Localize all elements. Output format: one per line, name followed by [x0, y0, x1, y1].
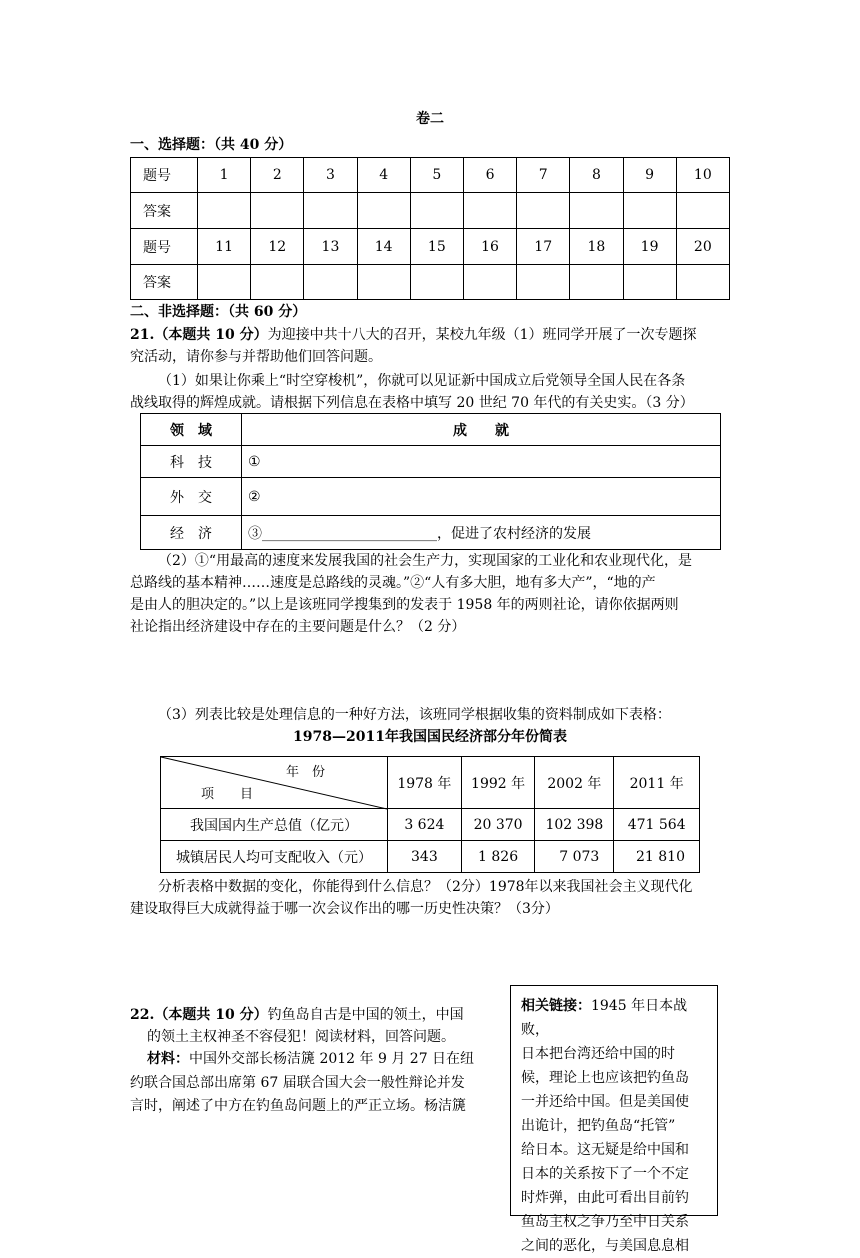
- row-label-income: 城镇居民人均可支配收入（元）: [161, 841, 388, 873]
- sidebar-line: 日本的关系按下了一个不定: [521, 1166, 689, 1182]
- diagonal-line: [161, 757, 387, 809]
- diag-top-label: 年 份: [286, 765, 326, 780]
- q21-intro: [130, 324, 730, 346]
- answer-table: [130, 157, 730, 300]
- year-header: 2011 年: [614, 757, 700, 809]
- q21-part2-line1: （2）①“用最高的速度来发展我国的社会生产力，实现国家的工业化和农业现代化，是: [158, 553, 693, 569]
- q21-part3-line2: 分析表格中数据的变化，你能得到什么信息？（2分）1978年以来我国社会主义现代化: [158, 879, 693, 895]
- answer-blank[interactable]: [676, 193, 729, 229]
- answer-blank[interactable]: [517, 193, 570, 229]
- qnum-cell: 6: [463, 158, 516, 193]
- label-answer: 答案: [131, 193, 198, 229]
- sidebar-line: 鱼岛主权之争乃至中日关系: [521, 1214, 689, 1230]
- gdp-value: 471 564: [614, 809, 700, 841]
- field-economy: 经 济: [141, 516, 242, 550]
- col-achievement-header: 成 就: [242, 414, 721, 446]
- qnum-cell: 2: [251, 158, 304, 193]
- sidebar-line: 给日本。这无疑是给中国和: [521, 1142, 689, 1158]
- answer-slot-1[interactable]: ①: [242, 446, 721, 478]
- q21-part2-line2: 总路线的基本精神……速度是总路线的灵魂。”②“人有多大胆，地有多大产”，“地的产: [130, 575, 656, 591]
- sidebar-line: 日本把台湾还给中国的时: [521, 1046, 675, 1062]
- year-header: 1978 年: [388, 757, 462, 809]
- qnum-cell: 4: [357, 158, 410, 193]
- qnum-cell: 12: [251, 229, 304, 265]
- answer-blank[interactable]: [517, 265, 570, 300]
- q21-part3-line3: 建设取得巨大成就得益于哪一次会议作出的哪一历史性决策？（3分）: [130, 901, 559, 917]
- sidebar-line: 一并还给中国。但是美国使: [521, 1094, 689, 1110]
- q22-material-line: [147, 1048, 474, 1070]
- qnum-cell: 11: [198, 229, 251, 265]
- answer-slot-3[interactable]: ③_________________________，促进了农村经济的发展: [242, 516, 721, 550]
- q21-part1-line2: 战线取得的辉煌成就。请根据下列信息在表格中填写 20 世纪 70 年代的有关史实。（3 分）: [130, 395, 694, 411]
- qnum-cell: 7: [517, 158, 570, 193]
- q22-number: 22.: [130, 1007, 155, 1023]
- row-label-gdp: 我国国内生产总值（亿元）: [161, 809, 388, 841]
- year-header: 2002 年: [535, 757, 614, 809]
- label-question-number: 题号: [131, 158, 198, 193]
- related-link-box: [510, 985, 718, 1254]
- answer-blank[interactable]: [198, 193, 251, 229]
- answer-blank[interactable]: [570, 193, 623, 229]
- sidebar-line: 之间的恶化，与美国息息相: [521, 1238, 689, 1254]
- qnum-cell: 20: [676, 229, 729, 265]
- sidebar-line: 出诡计，把钓鱼岛“托管”: [521, 1118, 676, 1134]
- answer-blank[interactable]: [463, 265, 516, 300]
- field-science: 科 技: [141, 446, 242, 478]
- answer-blank[interactable]: [357, 193, 410, 229]
- sidebar-line: 时炸弹，由此可看出目前钓: [521, 1190, 689, 1206]
- related-link-label: 相关链接：: [521, 998, 591, 1014]
- q21-number: 21.: [130, 327, 155, 343]
- col-field-header: 领 域: [141, 414, 242, 446]
- qnum-cell: 14: [357, 229, 410, 265]
- q21-intro-line2: 究活动，请你参与并帮助他们回答问题。: [130, 349, 382, 365]
- field-diplomacy: 外 交: [141, 478, 242, 516]
- table-caption: 1978—2011年我国国民经济部分年份简表: [293, 729, 567, 745]
- answer-blank[interactable]: [676, 265, 729, 300]
- section1-heading: 一、选择题：（共 40 分）: [130, 137, 293, 153]
- gdp-value: 20 370: [461, 809, 535, 841]
- q22-text: 钓鱼岛自古是中国的领土，中国: [267, 1007, 464, 1023]
- income-value: 343: [388, 841, 462, 873]
- q21-part1-line1: （1）如果让你乘上“时空穿梭机”，你就可以见证新中国成立后党领导全国人民在各条: [158, 373, 686, 389]
- income-value: 7 073: [535, 841, 614, 873]
- qnum-cell: 9: [623, 158, 676, 193]
- answer-blank[interactable]: [198, 265, 251, 300]
- answer-blank[interactable]: [304, 193, 357, 229]
- q22-line2: 的领土主权神圣不容侵犯！阅读材料，回答问题。: [147, 1029, 455, 1045]
- qnum-cell: 18: [570, 229, 623, 265]
- qnum-cell: 13: [304, 229, 357, 265]
- q21-points: （本题共 10 分）: [154, 327, 268, 343]
- year-header: 1992 年: [461, 757, 535, 809]
- gdp-value: 102 398: [535, 809, 614, 841]
- qnum-cell: 16: [463, 229, 516, 265]
- q21-intro-text: 为迎接中共十八大的召开，某校九年级（1）班同学开展了一次专题探: [267, 327, 697, 343]
- answer-blank[interactable]: [623, 265, 676, 300]
- page-title: 卷二: [416, 111, 444, 127]
- gdp-value: 3 624: [388, 809, 462, 841]
- q21-part2-line4: 社论指出经济建设中存在的主要问题是什么？（2 分）: [130, 619, 466, 635]
- q22-points: （本题共 10 分）: [154, 1007, 268, 1023]
- section2-heading: 二、非选择题：（共 60 分）: [130, 304, 307, 320]
- qnum-cell: 10: [676, 158, 729, 193]
- q22-line5: 言时，阐述了中方在钓鱼岛问题上的严正立场。杨洁篪: [130, 1098, 466, 1114]
- answer-blank[interactable]: [463, 193, 516, 229]
- qnum-cell: 15: [410, 229, 463, 265]
- answer-blank[interactable]: [304, 265, 357, 300]
- answer-blank[interactable]: [570, 265, 623, 300]
- qnum-cell: 19: [623, 229, 676, 265]
- material-label: 材料：: [147, 1051, 189, 1067]
- answer-slot-2[interactable]: ②: [242, 478, 721, 516]
- qnum-cell: 1: [198, 158, 251, 193]
- income-value: 21 810: [614, 841, 700, 873]
- answer-blank[interactable]: [251, 193, 304, 229]
- income-value: 1 826: [461, 841, 535, 873]
- material-text: 中国外交部长杨洁篪 2012 年 9 月 27 日在纽: [189, 1051, 475, 1067]
- q21-part3-line1: （3）列表比较是处理信息的一种好方法，该班同学根据收集的资料制成如下表格：: [158, 707, 671, 723]
- qnum-cell: 8: [570, 158, 623, 193]
- sidebar-line: 候，理论上也应该把钓鱼岛: [521, 1070, 689, 1086]
- answer-blank[interactable]: [410, 193, 463, 229]
- q22-line1: [130, 1004, 464, 1026]
- qnum-cell: 5: [410, 158, 463, 193]
- achievement-table: [140, 413, 721, 550]
- q22-line4: 约联合国总部出席第 67 届联合国大会一般性辩论并发: [130, 1075, 465, 1091]
- diagonal-header-cell: [161, 757, 388, 809]
- economy-table: [160, 756, 700, 873]
- answer-blank[interactable]: [357, 265, 410, 300]
- qnum-cell: 17: [517, 229, 570, 265]
- answer-blank[interactable]: [251, 265, 304, 300]
- label-question-number: 题号: [131, 229, 198, 265]
- qnum-cell: 3: [304, 158, 357, 193]
- answer-blank[interactable]: [623, 193, 676, 229]
- answer-blank[interactable]: [410, 265, 463, 300]
- diag-bottom-label: 项 目: [201, 787, 254, 802]
- label-answer: 答案: [131, 265, 198, 300]
- sidebar-line: 1945 年日本战败，: [521, 998, 688, 1038]
- q21-part2-line3: 是由人的胆决定的。”以上是该班同学搜集到的发表于 1958 年的两则社论，请你依据两则: [130, 597, 679, 613]
